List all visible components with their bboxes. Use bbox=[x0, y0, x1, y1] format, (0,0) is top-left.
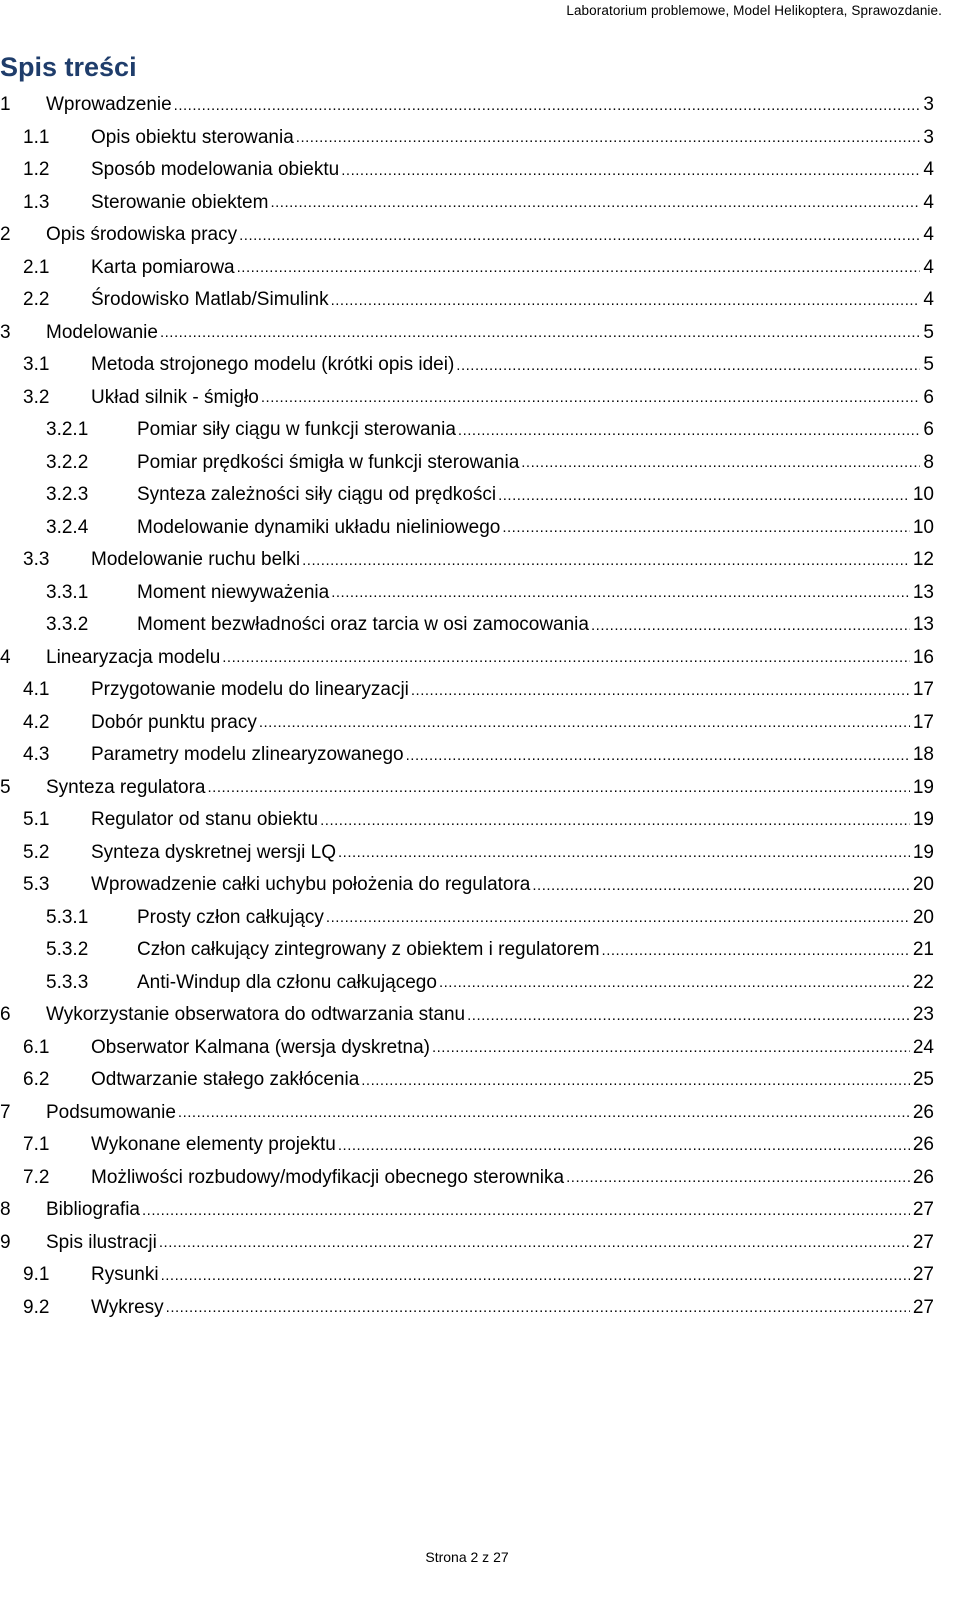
toc-entry-page-number[interactable]: 19 bbox=[912, 841, 934, 863]
toc-entry-title[interactable]: Metoda strojonego modelu (krótki opis idei) bbox=[91, 354, 455, 376]
toc-entry-number: 5.2 bbox=[23, 841, 50, 863]
toc-dot-leader bbox=[160, 325, 920, 349]
toc-entry-number: 3.3.1 bbox=[46, 581, 89, 603]
toc-entry[interactable] bbox=[0, 382, 934, 415]
toc-entry-page-number[interactable]: 4 bbox=[923, 224, 934, 246]
toc-entry-page-number[interactable]: 6 bbox=[923, 419, 934, 441]
toc-entry-title[interactable]: Wykresy bbox=[91, 1296, 164, 1318]
toc-entry-title[interactable]: Modelowanie ruchu belki bbox=[91, 549, 301, 571]
toc-entry-number: 3 bbox=[0, 321, 11, 343]
toc-entry-page-number[interactable]: 3 bbox=[923, 94, 934, 116]
toc-entry-number: 5.3.2 bbox=[46, 939, 89, 961]
toc-entry-page-number[interactable]: 17 bbox=[912, 711, 934, 733]
toc-entry-title[interactable]: Linearyzacja modelu bbox=[46, 646, 221, 668]
toc-entry-title[interactable]: Synteza regulatora bbox=[46, 776, 206, 798]
toc-dot-leader bbox=[261, 390, 921, 414]
toc-dot-leader bbox=[159, 1235, 910, 1259]
toc-entry[interactable] bbox=[0, 154, 934, 187]
toc-entry[interactable] bbox=[0, 999, 934, 1032]
toc-entry-number: 4 bbox=[0, 646, 11, 668]
toc-dot-leader bbox=[341, 163, 920, 187]
toc-entry[interactable] bbox=[0, 414, 934, 447]
toc-entry-title[interactable]: Regulator od stanu obiektu bbox=[91, 809, 319, 831]
toc-entry-title[interactable]: Odtwarzanie stałego zakłócenia bbox=[91, 1069, 360, 1091]
toc-entry[interactable] bbox=[0, 642, 934, 675]
toc-dot-leader bbox=[439, 975, 910, 999]
toc-entry-title[interactable]: Synteza dyskretnej wersji LQ bbox=[91, 841, 336, 863]
toc-entry-number: 4.2 bbox=[23, 711, 50, 733]
toc-entry-title[interactable]: Modelowanie dynamiki układu nieliniowego bbox=[137, 516, 501, 538]
toc-dot-leader bbox=[411, 683, 910, 707]
toc-dot-leader bbox=[166, 1300, 910, 1324]
toc-dot-leader bbox=[467, 1008, 910, 1032]
toc-entry-title[interactable]: Podsumowanie bbox=[46, 1101, 176, 1123]
toc-entry-number: 9.2 bbox=[23, 1296, 50, 1318]
toc-entry-title[interactable]: Wprowadzenie całki uchybu położenia do regulatora bbox=[91, 874, 531, 896]
toc-entry-title[interactable]: Sposób modelowania obiektu bbox=[91, 159, 340, 181]
toc-entry-number: 3.2.1 bbox=[46, 419, 89, 441]
toc-entry-title[interactable]: Moment bezwładności oraz tarcia w osi zamocowania bbox=[137, 614, 589, 636]
toc-entry-title[interactable]: Spis ilustracji bbox=[46, 1231, 157, 1253]
toc-entry[interactable] bbox=[0, 1292, 934, 1325]
toc-entry[interactable] bbox=[0, 219, 934, 252]
toc-dot-leader bbox=[602, 943, 910, 967]
toc-dot-leader bbox=[239, 228, 920, 252]
toc-entry[interactable] bbox=[0, 187, 934, 220]
toc-entry-number: 5.3 bbox=[23, 874, 50, 896]
toc-entry-number: 9.1 bbox=[23, 1264, 50, 1286]
toc-entry[interactable] bbox=[0, 122, 934, 155]
toc-entry-title[interactable]: Wykonane elementy projektu bbox=[91, 1134, 336, 1156]
toc-entry-number: 6.2 bbox=[23, 1069, 50, 1091]
toc-entry[interactable] bbox=[0, 1162, 934, 1195]
toc-entry-page-number[interactable]: 4 bbox=[923, 289, 934, 311]
toc-entry-page-number[interactable]: 8 bbox=[923, 451, 934, 473]
toc-entry-title[interactable]: Pomiar prędkości śmigła w funkcji sterowania bbox=[137, 451, 520, 473]
toc-dot-leader bbox=[456, 358, 920, 382]
toc-entry[interactable] bbox=[0, 1259, 934, 1292]
toc-entry-number: 3.3 bbox=[23, 549, 50, 571]
toc-entry-title[interactable]: Sterowanie obiektem bbox=[91, 191, 269, 213]
toc-entry[interactable] bbox=[0, 577, 934, 610]
toc-dot-leader bbox=[296, 130, 921, 154]
toc-entry-page-number[interactable]: 6 bbox=[923, 386, 934, 408]
toc-entry[interactable] bbox=[0, 1064, 934, 1097]
toc-entry-title[interactable]: Pomiar siły ciągu w funkcji sterowania bbox=[137, 419, 456, 441]
toc-entry[interactable] bbox=[0, 804, 934, 837]
toc-dot-leader bbox=[259, 715, 910, 739]
toc-entry[interactable] bbox=[0, 89, 934, 122]
toc-entry-title[interactable]: Wprowadzenie bbox=[46, 94, 172, 116]
toc-entry[interactable] bbox=[0, 317, 934, 350]
toc-entry[interactable] bbox=[0, 1097, 934, 1130]
toc-entry-page-number[interactable]: 12 bbox=[912, 549, 934, 571]
toc-dot-leader bbox=[142, 1203, 910, 1227]
toc-entry-title[interactable]: Karta pomiarowa bbox=[91, 256, 235, 278]
toc-dot-leader bbox=[178, 1105, 910, 1129]
toc-entry[interactable] bbox=[0, 837, 934, 870]
toc-entry-title[interactable]: Układ silnik - śmigło bbox=[91, 386, 259, 408]
toc-entry-title[interactable]: Wykorzystanie obserwatora do odtwarzania stanu bbox=[46, 1004, 466, 1026]
toc-dot-leader bbox=[361, 1073, 910, 1097]
toc-dot-leader bbox=[320, 813, 910, 837]
toc-entry-number: 1 bbox=[0, 94, 11, 116]
toc-entry-title[interactable]: Możliwości rozbudowy/modyfikacji obecnego sterownika bbox=[91, 1166, 565, 1188]
toc-dot-leader bbox=[521, 455, 920, 479]
toc-dot-leader bbox=[338, 845, 910, 869]
toc-entry-number: 1.1 bbox=[23, 126, 50, 148]
toc-dot-leader bbox=[498, 488, 910, 512]
toc-entry-page-number[interactable]: 26 bbox=[912, 1134, 934, 1156]
toc-entry-page-number[interactable]: 17 bbox=[912, 679, 934, 701]
toc-dot-leader bbox=[532, 878, 909, 902]
toc-entry-number: 6.1 bbox=[23, 1036, 50, 1058]
toc-dot-leader bbox=[591, 618, 910, 642]
toc-entry-page-number[interactable]: 22 bbox=[912, 971, 934, 993]
toc-entry-number: 7 bbox=[0, 1101, 11, 1123]
toc-list bbox=[0, 89, 934, 1324]
toc-entry-page-number[interactable]: 27 bbox=[912, 1231, 934, 1253]
toc-dot-leader bbox=[338, 1138, 910, 1162]
toc-entry-page-number[interactable]: 27 bbox=[912, 1296, 934, 1318]
toc-entry-number: 7.2 bbox=[23, 1166, 50, 1188]
toc-entry-title[interactable]: Opis obiektu sterowania bbox=[91, 126, 294, 148]
toc-entry-title[interactable]: Anti-Windup dla członu całkującego bbox=[137, 971, 437, 993]
toc-entry-page-number[interactable]: 20 bbox=[912, 906, 934, 928]
toc-entry[interactable] bbox=[0, 349, 934, 382]
toc-entry-number: 5.1 bbox=[23, 809, 50, 831]
toc-entry-page-number[interactable]: 25 bbox=[912, 1069, 934, 1091]
toc-entry[interactable] bbox=[0, 674, 934, 707]
toc-entry-page-number[interactable]: 19 bbox=[912, 776, 934, 798]
toc-entry-page-number[interactable]: 23 bbox=[912, 1004, 934, 1026]
toc-entry[interactable] bbox=[0, 284, 934, 317]
toc-entry-number: 4.3 bbox=[23, 744, 50, 766]
toc-entry-page-number[interactable]: 21 bbox=[912, 939, 934, 961]
toc-entry-title[interactable]: Środowisko Matlab/Simulink bbox=[91, 289, 329, 311]
toc-entry[interactable] bbox=[0, 902, 934, 935]
toc-entry-number: 5 bbox=[0, 776, 11, 798]
toc-entry-page-number[interactable]: 18 bbox=[912, 744, 934, 766]
toc-dot-leader bbox=[458, 423, 921, 447]
toc-entry-page-number[interactable]: 26 bbox=[912, 1166, 934, 1188]
toc-dot-leader bbox=[331, 293, 921, 317]
toc-entry-number: 5.3.1 bbox=[46, 906, 89, 928]
toc-entry[interactable] bbox=[0, 772, 934, 805]
toc-entry-page-number[interactable]: 16 bbox=[912, 646, 934, 668]
toc-entry[interactable] bbox=[0, 479, 934, 512]
toc-dot-leader bbox=[432, 1040, 910, 1064]
toc-entry-title[interactable]: Prosty człon całkujący bbox=[137, 906, 324, 928]
toc-dot-leader bbox=[502, 520, 910, 544]
toc-entry-number: 2 bbox=[0, 224, 11, 246]
toc-entry[interactable] bbox=[0, 447, 934, 480]
toc-dot-leader bbox=[208, 780, 910, 804]
toc-entry[interactable] bbox=[0, 1194, 934, 1227]
toc-entry-page-number[interactable]: 5 bbox=[923, 321, 934, 343]
toc-entry[interactable] bbox=[0, 544, 934, 577]
toc-entry-page-number[interactable]: 4 bbox=[923, 256, 934, 278]
toc-dot-leader bbox=[406, 748, 910, 772]
toc-entry-page-number[interactable]: 4 bbox=[923, 191, 934, 213]
toc-dot-leader bbox=[566, 1170, 910, 1194]
toc-entry-page-number[interactable]: 5 bbox=[923, 354, 934, 376]
toc-entry-page-number[interactable]: 13 bbox=[912, 614, 934, 636]
toc-entry-title[interactable]: Moment niewyważenia bbox=[137, 581, 330, 603]
toc-entry-title[interactable]: Obserwator Kalmana (wersja dyskretna) bbox=[91, 1036, 430, 1058]
toc-entry-number: 1.3 bbox=[23, 191, 50, 213]
toc-entry-number: 7.1 bbox=[23, 1134, 50, 1156]
toc-entry-title[interactable]: Modelowanie bbox=[46, 321, 158, 343]
toc-entry-page-number[interactable]: 26 bbox=[912, 1101, 934, 1123]
toc-dot-leader bbox=[237, 260, 921, 284]
toc-entry-page-number[interactable]: 27 bbox=[912, 1264, 934, 1286]
toc-entry[interactable] bbox=[0, 707, 934, 740]
toc-entry-page-number[interactable]: 3 bbox=[923, 126, 934, 148]
toc-entry[interactable] bbox=[0, 934, 934, 967]
toc-entry-number: 3.2.4 bbox=[46, 516, 89, 538]
toc-dot-leader bbox=[302, 553, 910, 577]
toc-entry[interactable] bbox=[0, 869, 934, 902]
toc-entry-number: 3.2.3 bbox=[46, 484, 89, 506]
toc-entry-number: 3.1 bbox=[23, 354, 50, 376]
toc-entry-title[interactable]: Dobór punktu pracy bbox=[91, 711, 257, 733]
toc-entry-page-number[interactable]: 10 bbox=[912, 484, 934, 506]
toc-entry-number: 5.3.3 bbox=[46, 971, 89, 993]
toc-entry-title[interactable]: Przygotowanie modelu do linearyzacji bbox=[91, 679, 409, 701]
toc-entry-number: 3.3.2 bbox=[46, 614, 89, 636]
toc-title: Spis treści bbox=[0, 52, 137, 82]
toc-entry[interactable] bbox=[0, 1032, 934, 1065]
toc-entry-number: 8 bbox=[0, 1199, 11, 1221]
toc-entry-title[interactable]: Bibliografia bbox=[46, 1199, 140, 1221]
toc-entry-page-number[interactable]: 20 bbox=[912, 874, 934, 896]
toc-entry-number: 3.2.2 bbox=[46, 451, 89, 473]
toc-entry-title[interactable]: Człon całkujący zintegrowany z obiektem i regulatorem bbox=[137, 939, 600, 961]
toc-entry-title[interactable]: Synteza zależności siły ciągu od prędkości bbox=[137, 484, 497, 506]
toc-dot-leader bbox=[174, 98, 921, 122]
page-number-footer: Strona 2 z 27 bbox=[425, 1549, 509, 1565]
toc-entry-number: 1.2 bbox=[23, 159, 50, 181]
toc-entry-number: 2.2 bbox=[23, 289, 50, 311]
toc-entry-title[interactable]: Parametry modelu zlinearyzowanego bbox=[91, 744, 404, 766]
toc-entry[interactable] bbox=[0, 739, 934, 772]
toc-entry-title[interactable]: Rysunki bbox=[91, 1264, 159, 1286]
toc-entry-page-number[interactable]: 24 bbox=[912, 1036, 934, 1058]
toc-dot-leader bbox=[331, 585, 910, 609]
toc-dot-leader bbox=[326, 910, 910, 934]
running-header: Laboratorium problemowe, Model Helikoptera, Sprawozdanie. bbox=[566, 3, 942, 18]
toc-entry[interactable] bbox=[0, 512, 934, 545]
toc-dot-leader bbox=[161, 1268, 910, 1292]
toc-entry[interactable] bbox=[0, 609, 934, 642]
toc-entry[interactable] bbox=[0, 1129, 934, 1162]
toc-entry-page-number[interactable]: 10 bbox=[912, 516, 934, 538]
toc-entry-page-number[interactable]: 27 bbox=[912, 1199, 934, 1221]
toc-entry-title[interactable]: Opis środowiska pracy bbox=[46, 224, 238, 246]
toc-entry[interactable] bbox=[0, 967, 934, 1000]
toc-entry-number: 3.2 bbox=[23, 386, 50, 408]
toc-entry-page-number[interactable]: 19 bbox=[912, 809, 934, 831]
toc-dot-leader bbox=[222, 650, 910, 674]
toc-entry-number: 2.1 bbox=[23, 256, 50, 278]
toc-entry-number: 4.1 bbox=[23, 679, 50, 701]
toc-entry-number: 9 bbox=[0, 1231, 11, 1253]
toc-dot-leader bbox=[270, 195, 920, 219]
toc-entry-page-number[interactable]: 4 bbox=[923, 159, 934, 181]
toc-entry-number: 6 bbox=[0, 1004, 11, 1026]
toc-entry[interactable] bbox=[0, 1227, 934, 1260]
toc-entry-page-number[interactable]: 13 bbox=[912, 581, 934, 603]
toc-entry[interactable] bbox=[0, 252, 934, 285]
